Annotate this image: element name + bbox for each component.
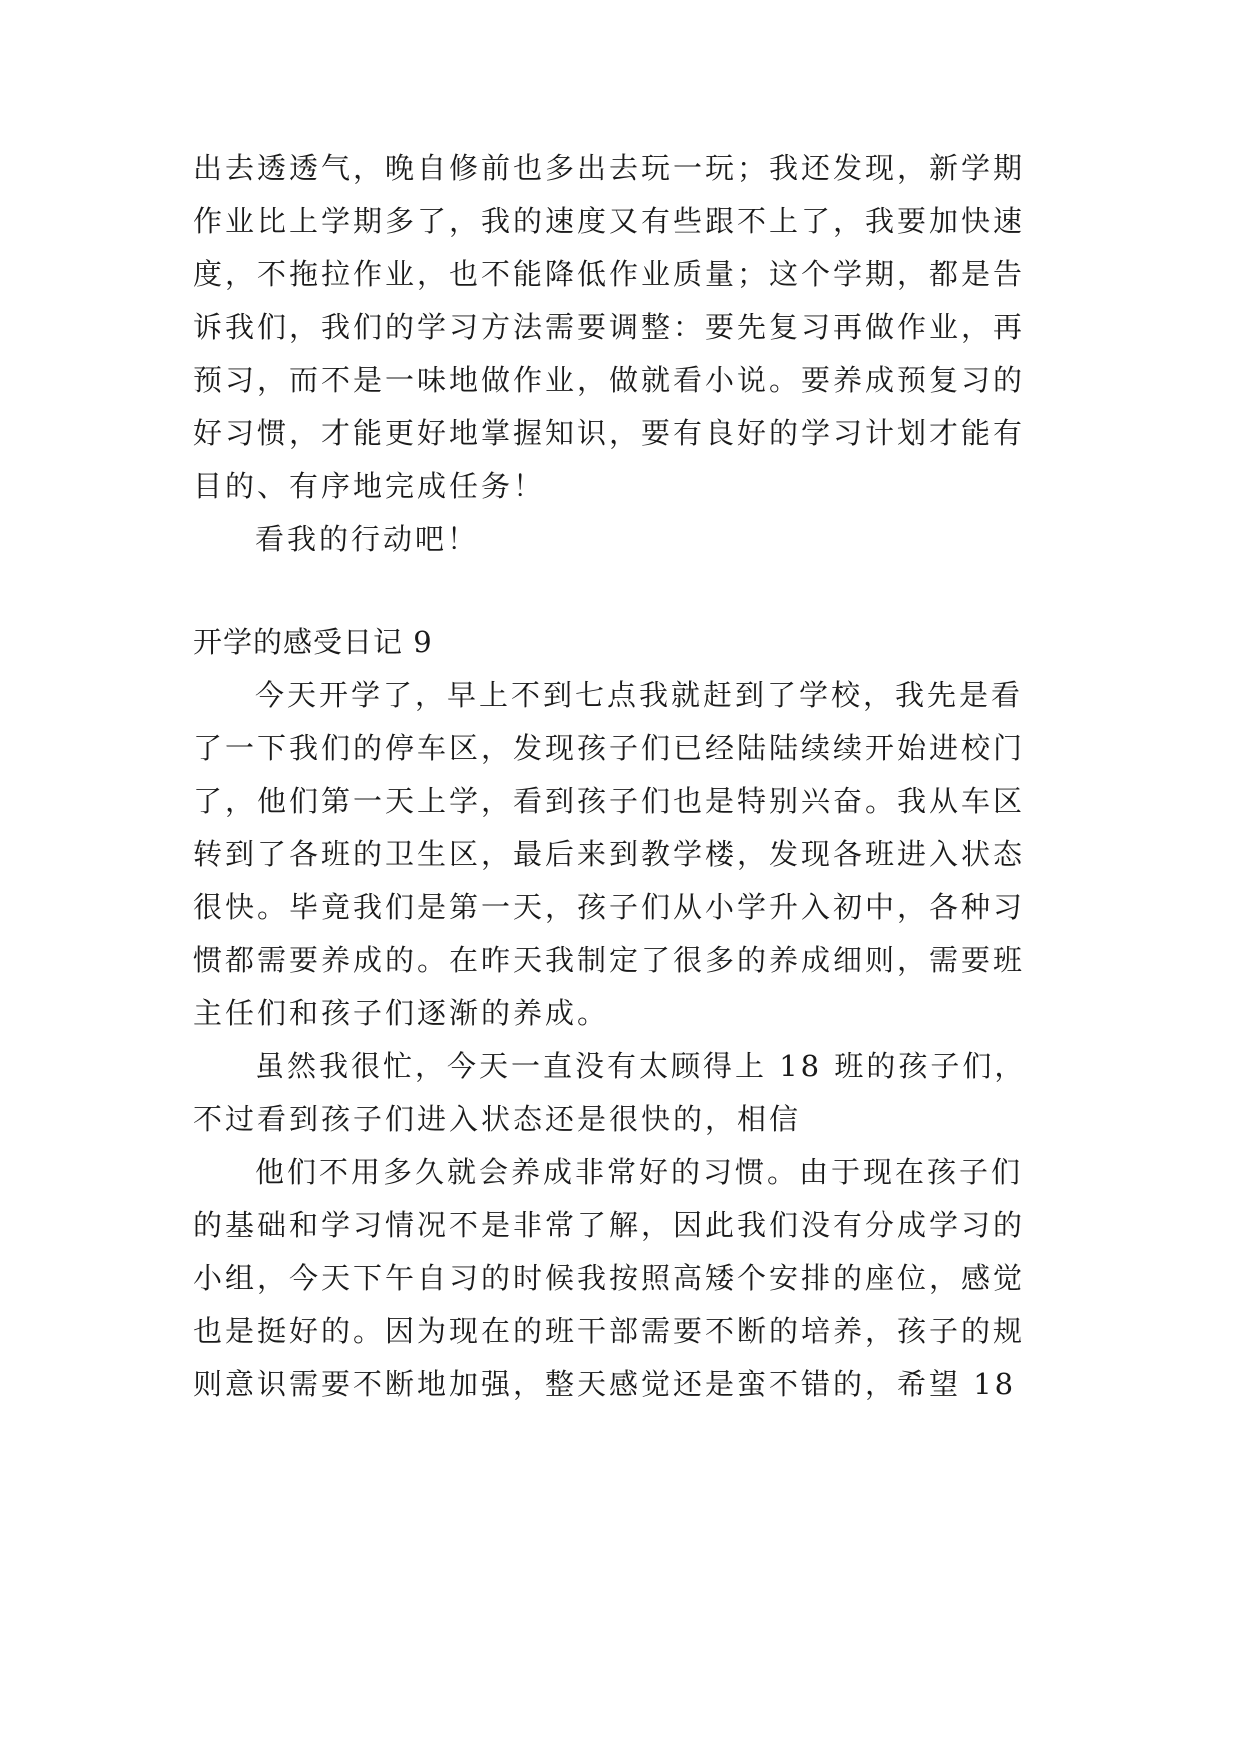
section-title: 开学的感受日记 9: [193, 625, 433, 659]
text-line: 诉我们，我们的学习方法需要调整：要先复习再做作业，再: [193, 310, 1026, 344]
text-line: 主任们和孩子们逐渐的养成。: [193, 996, 610, 1030]
text-line: 目的、有序地完成任务！: [193, 469, 546, 503]
text-line: 今天开学了，早上不到七点我就赶到了学校，我先是看: [255, 678, 1024, 712]
text-line: 惯都需要养成的。在昨天我制定了很多的养成细则，需要班: [193, 943, 1026, 977]
text-line: 了，他们第一天上学，看到孩子们也是特别兴奋。我从车区: [193, 784, 1026, 818]
text-line: 小组，今天下午自习的时候我按照高矮个安排的座位，感觉: [193, 1261, 1026, 1295]
closing-line: 看我的行动吧！: [255, 522, 480, 556]
text-line: 作业比上学期多了，我的速度又有些跟不上了，我要加快速: [193, 204, 1026, 238]
text-line: 不过看到孩子们进入状态还是很快的，相信: [193, 1102, 802, 1136]
text-line: 也是挺好的。因为现在的班干部需要不断的培养，孩子的规: [193, 1314, 1026, 1348]
text-line: 虽然我很忙，今天一直没有太顾得上 18 班的孩子们，: [255, 1049, 1027, 1083]
text-line: 他们不用多久就会养成非常好的习惯。由于现在孩子们: [255, 1155, 1024, 1189]
text-line: 转到了各班的卫生区，最后来到教学楼，发现各班进入状态: [193, 837, 1026, 871]
text-line: 的基础和学习情况不是非常了解，因此我们没有分成学习的: [193, 1208, 1026, 1242]
text-line: 很快。毕竟我们是第一天，孩子们从小学升入初中，各种习: [193, 890, 1026, 924]
text-line: 了一下我们的停车区，发现孩子们已经陆陆续续开始进校门: [193, 731, 1026, 765]
text-line: 好习惯，才能更好地掌握知识，要有良好的学习计划才能有: [193, 416, 1026, 450]
text-line: 预习，而不是一味地做作业，做就看小说。要养成预复习的: [193, 363, 1026, 397]
text-line: 则意识需要不断地加强，整天感觉还是蛮不错的，希望 18: [193, 1367, 1017, 1401]
text-line: 出去透透气，晚自修前也多出去玩一玩；我还发现，新学期: [193, 151, 1026, 185]
text-line: 度，不拖拉作业，也不能降低作业质量；这个学期，都是告: [193, 257, 1026, 291]
